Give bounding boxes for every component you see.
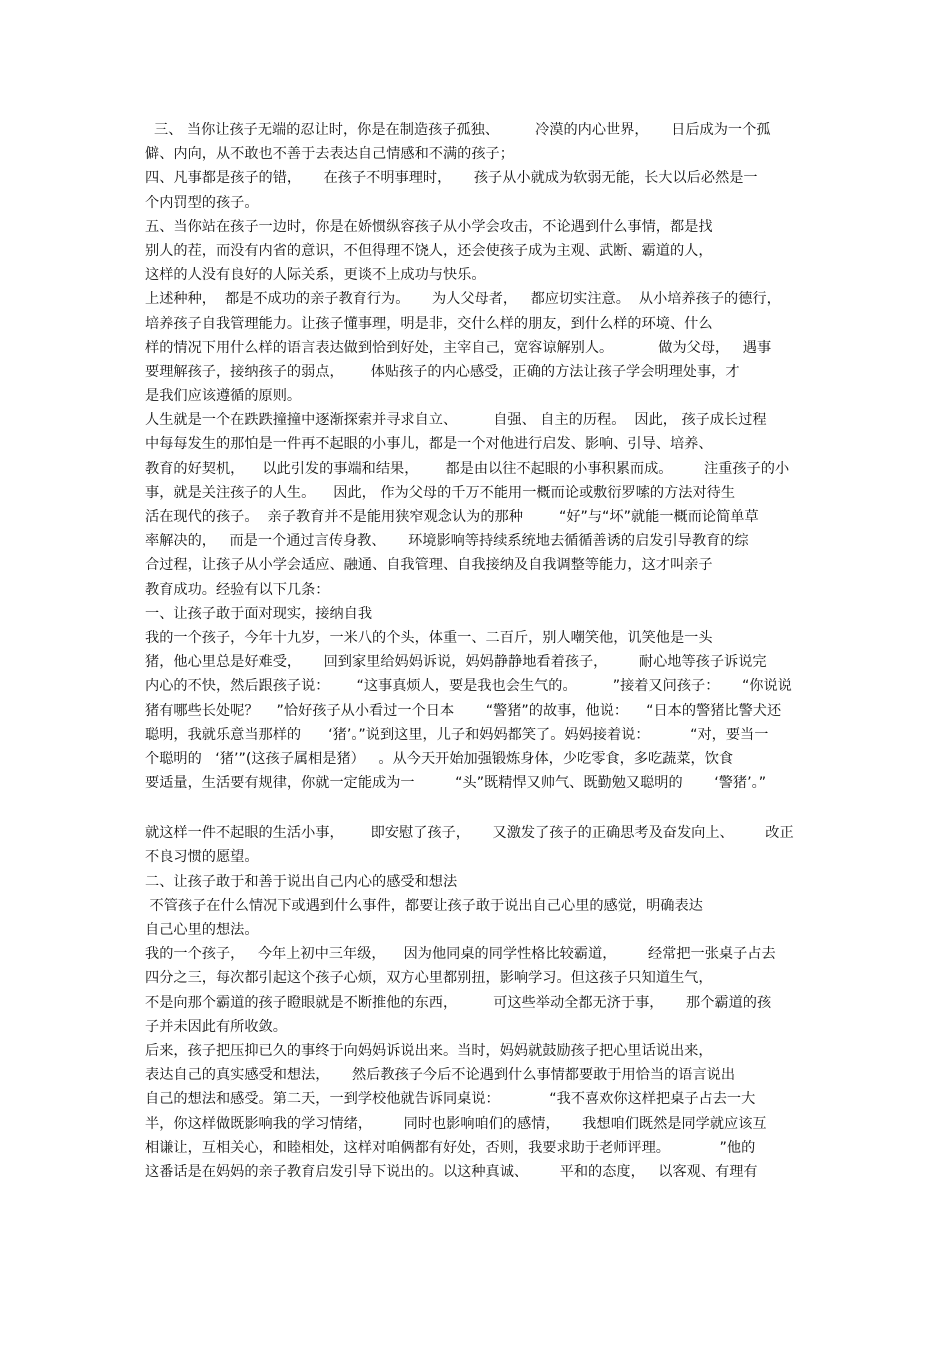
text-line: 样的情况下用什么样的语言表达做到恰到好处，主宰自己，宽容谅解别人。 做为父母， 遇事 [145, 339, 772, 356]
text-line: 就这样一件不起眼的生活小事， 即安慰了孩子， 又激发了孩子的正确思考及奋发向上、 改正 [145, 825, 794, 842]
text-line: 子并未因此有所收敛。 [145, 1018, 287, 1035]
text-line: 要理解孩子，接纳孩子的弱点， 体贴孩子的内心感受，正确的方法让孩子学会明理处事，才 [145, 363, 740, 380]
text-line: 率解决的， 而是一个通过言传身教、 环境影响等持续系统地去循循善诱的启发引导教育的综 [145, 533, 749, 550]
document-body [145, 118, 810, 1184]
text-line: 表达自己的真实感受和想法， 然后教孩子今后不论遇到什么事情都要敢于用恰当的语言说出 [145, 1067, 736, 1084]
text-line: 我的一个孩子， 今年上初中三年级， 因为他同桌的同学性格比较霸道， 经常把一张桌子占去 [145, 946, 776, 963]
text-line: 是我们应该遵循的原则。 [145, 388, 302, 405]
text-line: 自己的想法和感受。第二天，一到学校他就告诉同桌说： “我不喜欢你这样把桌子占去一大 [145, 1091, 756, 1108]
text-line: 个内罚型的孩子。 [145, 194, 259, 211]
text-line: 相谦让，互相关心，和睦相处，这样对咱俩都有好处，否则，我要求助于老师评理。 ”他的 [145, 1139, 756, 1156]
text-line: 猪有哪些长处呢？ ”恰好孩子从小看过一个日本 “警猪”的故事，他说： “日本的警猪比警犬还 [145, 702, 782, 719]
text-line: 僻、内向，从不敢也不善于去表达自己情感和不满的孩子； [145, 146, 514, 163]
text-line: 培养孩子自我管理能力。让孩子懂事理，明是非，交什么样的朋友，到什么样的环境、什么 [145, 315, 713, 332]
text-line: 半，你这样做既影响我的学习情绪， 同时也影响咱们的感情， 我想咱们既然是同学就应该互 [145, 1115, 767, 1132]
text-line: 聪明，我就乐意当那样的 ‘猪’。”说到这里，儿子和妈妈都笑了。妈妈接着说： “对，要当一 [145, 726, 769, 743]
text-line: 这样的人没有良好的人际关系，更谈不上成功与快乐。 [145, 267, 486, 284]
text-line: 内心的不快，然后跟孩子说： “这事真烦人，要是我也会生气的。 ”接着又问孩子： “你说说 [145, 678, 792, 695]
text-line: 后来，孩子把压抑已久的事终于向妈妈诉说出来。当时，妈妈就鼓励孩子把心里话说出来， [145, 1042, 713, 1059]
text-line: 个聪明的 ‘猪’”(这孩子属相是猪） 。从今天开始加强锻炼身体，少吃零食，多吃蔬菜，饮食 [145, 750, 734, 767]
text-line: 教育的好契机， 以此引发的事端和结果， 都是由以往不起眼的小事积累而成。 注重孩子的小 [145, 460, 790, 477]
text-line: 要适量，生活要有规律，你就一定能成为一 “头”既精悍又帅气、既勤勉又聪明的 ‘警猪’。” [145, 775, 767, 792]
text-line: 一、让孩子敢于面对现实，接纳自我 [145, 605, 373, 622]
text-line: 中每每发生的那怕是一件再不起眼的小事儿，都是一个对他进行启发、影响、引导、培养、 [145, 436, 713, 453]
text-line: 不是向那个霸道的孩子瞪眼就是不断推他的东西， 可这些举动全都无济于事， 那个霸道的孩 [145, 994, 772, 1011]
text-line: 活在现代的孩子。 亲子教育并不是能用狭窄观念认为的那种 “好”与“坏”就能一概而论简单草 [145, 509, 759, 525]
text-line: 教育成功。经验有以下几条： [145, 581, 330, 598]
text-line: 我的一个孩子，今年十九岁，一米八的个头，体重一、二百斤，别人嘲笑他，讥笑他是一头 [145, 629, 713, 646]
text-line: 自己心里的想法。 [145, 922, 259, 938]
text-line: 二、让孩子敢于和善于说出自己内心的感受和想法 [145, 873, 458, 890]
text-line: 事，就是关注孩子的人生。 因此， 作为父母的千万不能用一概而论或敷衍罗嗦的方法对待生 [145, 484, 736, 501]
blank-line [145, 795, 810, 821]
text-line: 这番话是在妈妈的亲子教育启发引导下说出的。以这种真诚、 平和的态度， 以客观、有理有 [145, 1163, 758, 1180]
text-line: 人生就是一个在跌跌撞撞中逐渐探索并寻求自立、 自强、 自主的历程。 因此， 孩子成长过程 [145, 412, 767, 429]
text-line: 不管孩子在什么情况下或遇到什么事件，都要让孩子敢于说出自己心里的感觉，明确表达 [145, 897, 703, 914]
text-line: 四、凡事都是孩子的错， 在孩子不明事理时， 孩子从小就成为软弱无能，长大以后必然是一 [145, 170, 758, 187]
text-line: 合过程，让孩子从小学会适应、融通、自我管理、自我接纳及自我调整等能力，这才叫亲子 [145, 557, 713, 574]
text-line: 别人的茬，而没有内省的意识，不但得理不饶人，还会使孩子成为主观、武断、霸道的人， [145, 242, 713, 259]
text-line: 五、当你站在孩子一边时，你是在娇惯纵容孩子从小学会攻击，不论遇到什么事情，都是找 [145, 218, 713, 235]
text-line: 猪，他心里总是好难受， 回到家里给妈妈诉说，妈妈静静地看着孩子， 耐心地等孩子诉说完 [145, 654, 767, 671]
text-line: 上述种种， 都是不成功的亲子教育行为。 为人父母者， 都应切实注意。 从小培养孩子的德行， [145, 291, 781, 308]
text-line: 三、 当你让孩子无端的忍让时，你是在制造孩子孤独、 冷漠的内心世界， 日后成为一个孤 [145, 122, 771, 138]
text-line: 不良习惯的愿望。 [145, 849, 259, 866]
text-line: 四分之三，每次都引起这个孩子心烦，双方心里都别扭，影响学习。但这孩子只知道生气， [145, 970, 713, 987]
